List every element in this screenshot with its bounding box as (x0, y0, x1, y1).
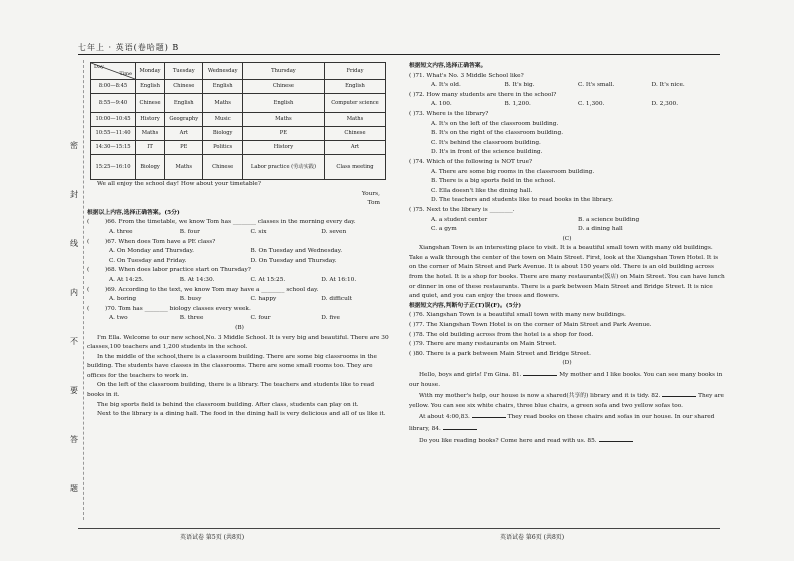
footer-left: 英语试卷 第5页 (共8页) (180, 534, 245, 541)
subject-cell: English (242, 94, 324, 113)
option: B. At 14:30. (179, 276, 215, 283)
binding-char: 题 (70, 484, 78, 493)
section-c-instruction: 根据短文内容,判断句子正(T)误(F)。(5分) (409, 302, 522, 309)
footer-rule (78, 528, 720, 529)
question-75-options-row2 (431, 225, 725, 235)
section-b-instruction: 根据短文内容,选择正确答案。 (409, 63, 487, 69)
blank-84[interactable] (443, 423, 477, 430)
subject-cell: English (136, 80, 165, 94)
passage-d-text: They are yellow. You can see six white chairs, three blue chairs, a green sofa and two yellow sofas too. (409, 393, 724, 409)
timetable-row (91, 127, 386, 141)
subject-cell: PE (165, 141, 203, 155)
question-72-options (431, 100, 725, 110)
option: D. At 16:10. (321, 276, 357, 283)
answer-paren: ( (87, 286, 90, 293)
left-column (87, 62, 392, 420)
subject-cell: Computer science (324, 94, 385, 113)
option: D. On Tuesday and Thursday. (250, 257, 337, 264)
question-68-options (109, 276, 392, 286)
option: A. 100. (431, 101, 452, 108)
option: B. a science building (578, 216, 640, 223)
passage-c-text: Xiangshan Town is an interesting place to visit. It is a beautiful small town with many old buildings. Take a walk through the center of the town on Main Street. First, look at the Xiangshan Town Hotel. It is on the corner of Main Street and Park Avenue. It is about 150 years old. There is an old building across from the hotel. It is a shop for books. There are many restaurants(饭店) on Main Street. You can have lunch or dinner in one of these restaurants. There is a park between Main Street and Bridge Street. It is nice and quiet, and you can enjoy the trees and flowers. (409, 245, 725, 300)
option: C. happy (250, 296, 277, 303)
question-74: ( )74. Which of the following is NOT true? (409, 158, 533, 165)
subject-cell: Chinese (324, 127, 385, 141)
true-false-item: ( )80. There is a park between Main Street and Bridge Street. (409, 350, 591, 357)
question-66-options (109, 228, 392, 238)
day-header: Wednesday (203, 63, 242, 80)
subject-cell: Geography (165, 113, 203, 127)
passage-b-para: In the middle of the school,there is a classroom building. There are some big classrooms in the building. The students have classes in the classrooms. There are some small rooms too. They are offices for the teachers to work in. (87, 353, 377, 379)
subject-cell: Maths (136, 127, 165, 141)
question-75: ( )75. Next to the library is ________. (409, 206, 515, 213)
day-header: Monday (136, 63, 165, 80)
subject-cell: English (165, 94, 203, 113)
letter-closing: We all enjoy the school day! How about your timetable? (97, 181, 261, 187)
option: C. It's behind the classroom building. (431, 139, 541, 146)
option: D. a dining hall (578, 226, 623, 233)
option: C. 1,300. (578, 101, 605, 108)
day-header: Friday (324, 63, 385, 80)
subject-cell: Chinese (165, 80, 203, 94)
section-a-instruction: 根据以上内容,选择正确答案。(5分) (87, 209, 180, 216)
passage-d-text: They read books on these chairs and sofas in our house. In our shared library, 84. (409, 414, 715, 432)
option: B. On Tuesday and Wednesday. (250, 248, 343, 255)
option: C. Ella doesn't like the dining hall. (431, 187, 533, 194)
subject-cell: Maths (203, 94, 242, 113)
passage-b-para: I'm Ella. Welcome to our new school,No. 3 Middle School. It is very big and beautiful. There are 30 classes,100 teachers and 1,200 students in the school. (87, 334, 389, 351)
question-70-options (109, 314, 392, 324)
subject-cell: Class meeting (324, 155, 385, 180)
option: A. It's on the left of the classroom building. (431, 120, 559, 127)
answer-paren: ( (87, 238, 90, 245)
subject-cell: Chinese (136, 94, 165, 113)
subject-cell: Politics (203, 141, 242, 155)
time-cell: 8:55—9:40 (91, 94, 136, 113)
question-text: )68. When does labor practice start on Thursday? (105, 267, 251, 274)
option: D. It's nice. (651, 82, 685, 89)
binding-char: 线 (70, 239, 78, 248)
timetable-header-row (91, 63, 386, 80)
option: B. 1,200. (504, 101, 531, 108)
binding-char: 内 (70, 288, 78, 297)
subject-cell: Chinese (242, 80, 324, 94)
timetable-row (91, 113, 386, 127)
passage-d-line-4 (409, 435, 725, 447)
corner-day-label: Day (94, 64, 104, 70)
option: C. At 15:25. (250, 276, 286, 283)
binding-char: 要 (70, 386, 78, 395)
true-false-item: ( )79. There are many restaurants on Main Street. (409, 341, 557, 348)
subject-cell: Biology (203, 127, 242, 141)
option: A. There are some big rooms in the classroom building. (431, 168, 595, 175)
letter-sign-name: Tom (367, 200, 380, 207)
timetable-row (91, 94, 386, 113)
option: B. four (179, 228, 200, 235)
binding-char: 不 (70, 337, 78, 346)
question-66 (87, 218, 392, 228)
option: A. At 14:25. (109, 276, 144, 283)
binding-char: 答 (70, 435, 78, 444)
binding-dashed-line (83, 60, 84, 520)
timetable (90, 62, 386, 180)
subject-cell: History (136, 113, 165, 127)
option: D. five (321, 315, 340, 322)
question-70 (87, 305, 392, 315)
question-67-options-2 (109, 257, 392, 267)
header-rule (78, 54, 720, 55)
passage-d-text: My mother and I like books. You can see many books in our house. (409, 372, 723, 388)
passage-d-label: (D) (562, 360, 572, 367)
true-false-item: ( )77. The Xiangshan Town Hotel is on the corner of Main Street and Park Avenue. (409, 322, 652, 329)
passage-d-text: With my mother's help, our house is now a shared(共享的) library and it is tidy. 82. (419, 393, 661, 400)
option: A. It's old. (431, 82, 461, 89)
passage-d-text: Do you like reading books? Come here and read with us. 85. (419, 437, 597, 444)
subject-cell: English (203, 80, 242, 94)
question-72: ( )72. How many students are there in the school? (409, 91, 557, 98)
question-69-options (109, 295, 392, 305)
true-false-item: ( )76. Xiangshan Town is a beautiful small town with many new buildings. (409, 312, 626, 319)
answer-paren: ( (87, 267, 90, 274)
option: D. The teachers and students like to read books in the library. (431, 197, 613, 204)
passage-d-line-1 (409, 369, 725, 390)
option: B. It's big. (504, 82, 535, 89)
passage-b-para: Next to the library is a dining hall. The food in the dining hall is very delicious and all of us like it. (97, 411, 386, 418)
question-text: )67. When does Tom have a PE class? (105, 238, 216, 245)
blank-81[interactable] (523, 369, 557, 376)
subject-cell: Chinese (203, 155, 242, 180)
binding-char: 密 (70, 141, 78, 150)
option: C. On Tuesday and Friday. (109, 257, 187, 264)
option: A. a student center (431, 216, 488, 223)
option: B. It's on the right of the classroom building. (431, 130, 564, 137)
option: D. It's in front of the science building. (431, 149, 543, 156)
question-text: )66. From the timetable, we know Tom has ________ classes in the morning every day. (105, 219, 356, 226)
timetable-row (91, 80, 386, 94)
option: C. It's small. (578, 82, 615, 89)
blank-85[interactable] (599, 435, 633, 442)
option: B. There is a big sports field in the school. (431, 178, 556, 185)
subject-cell: Maths (165, 155, 203, 180)
subject-cell: Labor practice (劳动实践) (242, 155, 324, 180)
option: C. six (250, 228, 267, 235)
subject-cell: Maths (324, 113, 385, 127)
day-header: Tuesday (165, 63, 203, 80)
passage-d-line-3 (409, 411, 725, 434)
time-cell: 8:00—8:45 (91, 80, 136, 94)
option: D. seven (321, 228, 347, 235)
letter-sign-yours: Yours, (361, 190, 380, 197)
timetable-row (91, 141, 386, 155)
time-cell: 10:55—11:40 (91, 127, 136, 141)
timetable-corner-cell (91, 63, 136, 80)
question-68 (87, 266, 392, 276)
passage-c-label: (C) (562, 235, 572, 242)
question-67 (87, 238, 392, 248)
exam-header-title: 七年上 · 英语(卷哈题) B (78, 43, 180, 52)
time-cell: 14:30—15:15 (91, 141, 136, 155)
answer-paren: ( (87, 219, 90, 226)
blank-83[interactable] (472, 411, 506, 418)
question-71-options (431, 81, 725, 91)
time-cell: 10:00—10:45 (91, 113, 136, 127)
answer-paren: ( (87, 305, 90, 312)
subject-cell: History (242, 141, 324, 155)
right-column (409, 62, 725, 446)
passage-d-text: At about 4:00,83. (419, 414, 470, 421)
subject-cell: English (324, 80, 385, 94)
question-69 (87, 286, 392, 296)
question-text: )69. According to the text, we know Tom may have a ________ school day. (105, 286, 319, 293)
footer-right: 英语试卷 第6页 (共8页) (500, 534, 565, 541)
day-header: Thursday (242, 63, 324, 80)
binding-margin-text (68, 140, 80, 532)
option: C. four (250, 315, 271, 322)
blank-82[interactable] (662, 390, 696, 397)
passage-b-label: (B) (235, 324, 244, 331)
subject-cell: Music (203, 113, 242, 127)
subject-cell: IT (136, 141, 165, 155)
question-71: ( )71. What's No. 3 Middle School like? (409, 72, 524, 79)
passage-b-para: The big sports field is behind the classroom building. After class, students can play on it. (97, 401, 359, 408)
subject-cell: Maths (242, 113, 324, 127)
option: C. a gym (431, 226, 457, 233)
subject-cell: Art (324, 141, 385, 155)
subject-cell: PE (242, 127, 324, 141)
passage-d-line-2 (409, 390, 725, 411)
option: A. three (109, 228, 133, 235)
binding-char: 封 (70, 190, 78, 199)
passage-d-text: Hello, boys and girls! I'm Gina. 81. (419, 372, 522, 378)
option: B. busy (179, 296, 202, 303)
question-text: )70. Tom has ________ biology classes every week. (105, 305, 251, 312)
subject-cell: Art (165, 127, 203, 141)
option: B. three (179, 315, 204, 322)
corner-time-label: Time (119, 71, 132, 77)
subject-cell: Biology (136, 155, 165, 180)
time-cell: 15:25—16:10 (91, 155, 136, 180)
option: D. difficult (321, 296, 353, 303)
option: A. boring (109, 296, 137, 303)
option: A. two (109, 315, 128, 322)
timetable-row (91, 155, 386, 180)
question-75-options-row1 (431, 216, 725, 226)
option: D. 2,300. (651, 101, 679, 108)
passage-b-para: On the left of the classroom building, there is a library. The teachers and students like to read books in it. (87, 382, 375, 399)
true-false-item: ( )78. The old building across from the hotel is a shop for food. (409, 331, 594, 338)
option: A. On Monday and Thursday. (109, 248, 194, 255)
question-67-options (109, 247, 392, 257)
question-73: ( )73. Where is the library? (409, 110, 489, 117)
